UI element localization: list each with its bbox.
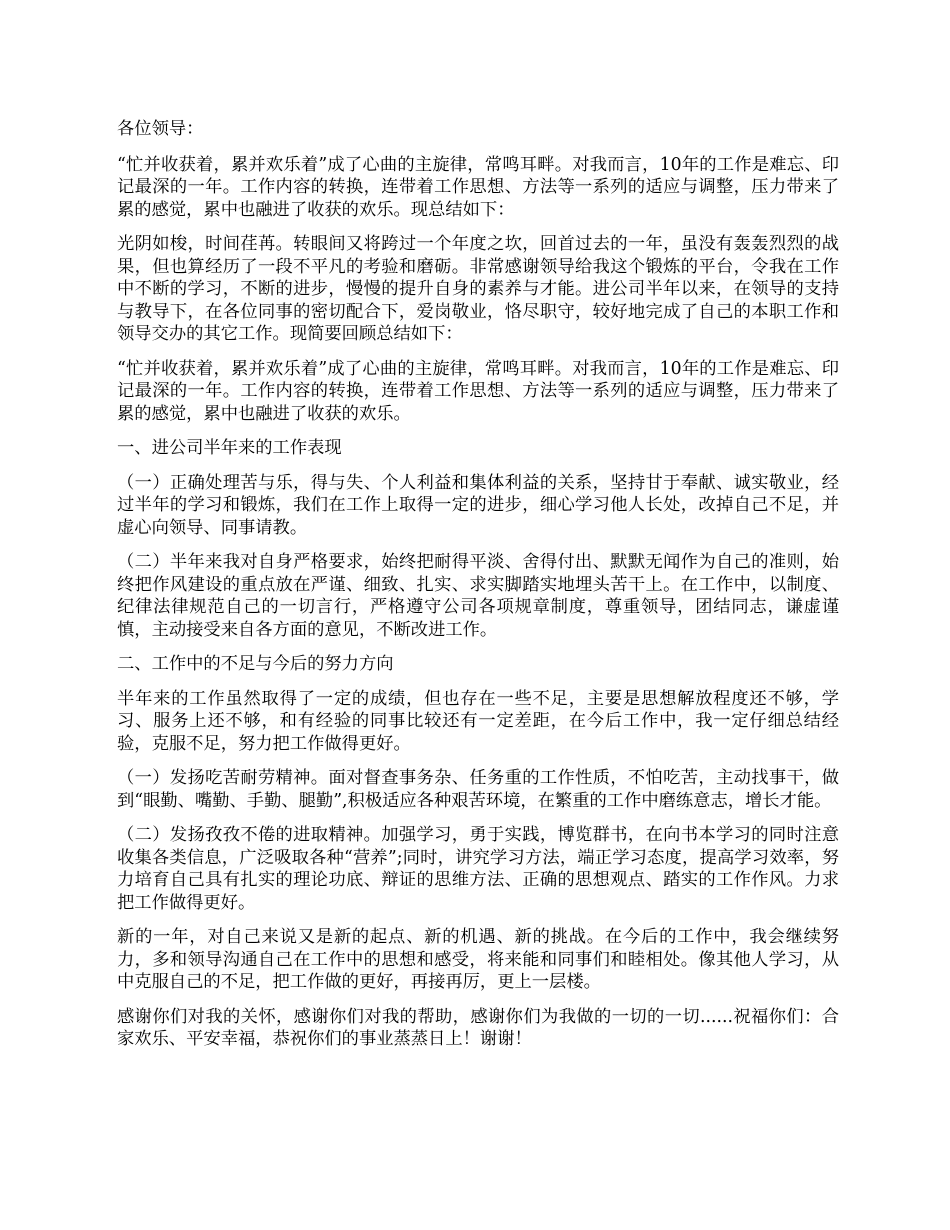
paragraph-review: 光阴如梭，时间荏苒。转眼间又将跨过一个年度之坎，回首过去的一年，虽没有轰轰烈烈的战果，但也算经历了一段不平凡的考验和磨砺。非常感谢领导给我这个锻炼的平台，令我在工作中不断的学习，不断的进步，慢慢的提升自身的素养与才能。进公司半年以来，在领导的支持与教导下，在各位同事的密切配合下，爱岗敬业，恪尽职守，较好地完成了自己的本职工作和领导交办的其它工作。现简要回顾总结如下： <box>117 234 839 344</box>
section-heading-performance: 一、进公司半年来的工作表现 <box>117 438 342 458</box>
paragraph-performance-2: （二）半年来我对自身严格要求，始终把耐得平淡、舍得付出、默默无闻作为自己的准则，始终把作风建设的重点放在严谨、细致、扎实、求实脚踏实地埋头苦干上。在工作中，以制度、纪律法律规范自己的一切言行，严格遵守公司各项规章制度，尊重领导，团结同志，谦虚谨慎，主动接受来自各方面的意见，不断改进工作。 <box>117 552 839 640</box>
document-page <box>117 118 839 1063</box>
paragraph-new-year: 新的一年，对自己来说又是新的起点、新的机遇、新的挑战。在今后的工作中，我会继续努力，多和领导沟通自己在工作中的思想和感受，将来能和同事们和睦相处。像其他人学习，从中克服自己的不足，把工作做的更好，再接再厉，更上一层楼。 <box>117 927 839 992</box>
salutation: 各位领导： <box>117 119 204 139</box>
section-heading-shortcomings: 二、工作中的不足与今后的努力方向 <box>117 654 394 674</box>
paragraph-direction-1: （一）发扬吃苦耐劳精神。面对督查事务杂、任务重的工作性质，不怕吃苦，主动找事干，做到“眼勤、嘴勤、手勤、腿勤”,积极适应各种艰苦环境，在繁重的工作中磨练意志，增长才能。 <box>117 768 839 811</box>
paragraph-intro: “忙并收获着，累并欢乐着”成了心曲的主旋律，常鸣耳畔。对我而言，10年的工作是难忘、印记最深的一年。工作内容的转换，连带着工作思想、方法等一系列的适应与调整，压力带来了累的感觉，累中也融进了收获的欢乐。现总结如下： <box>117 154 839 220</box>
paragraph-direction-2: （二）发扬孜孜不倦的进取精神。加强学习，勇于实践，博览群书，在向书本学习的同时注意收集各类信息，广泛吸取各种“营养”;同时，讲究学习方法，端正学习态度，提高学习效率，努力培育自己具有扎实的理论功底、辩证的思维方法、正确的思想观点、踏实的工作作风。力求把工作做得更好。 <box>117 825 839 913</box>
paragraph-intro-repeat: “忙并收获着，累并欢乐着”成了心曲的主旋律，常鸣耳畔。对我而言，10年的工作是难忘、印记最深的一年。工作内容的转换，连带着工作思想、方法等一系列的适应与调整，压力带来了累的感觉，累中也融进了收获的欢乐。 <box>117 358 839 424</box>
paragraph-shortcomings: 半年来的工作虽然取得了一定的成绩，但也存在一些不足，主要是思想解放程度还不够，学习、服务上还不够，和有经验的同事比较还有一定差距，在今后工作中，我一定仔细总结经验，克服不足，努力把工作做得更好。 <box>117 688 839 754</box>
paragraph-thanks: 感谢你们对我的关怀，感谢你们对我的帮助，感谢你们为我做的一切的一切......祝福你们：合家欢乐、平安幸福，恭祝你们的事业蒸蒸日上！谢谢！ <box>117 1006 839 1049</box>
paragraph-performance-1: （一）正确处理苦与乐，得与失、个人利益和集体利益的关系，坚持甘于奉献、诚实敬业，经过半年的学习和锻炼，我们在工作上取得一定的进步，细心学习他人长处，改掉自己不足，并虚心向领导、同事请教。 <box>117 472 839 538</box>
